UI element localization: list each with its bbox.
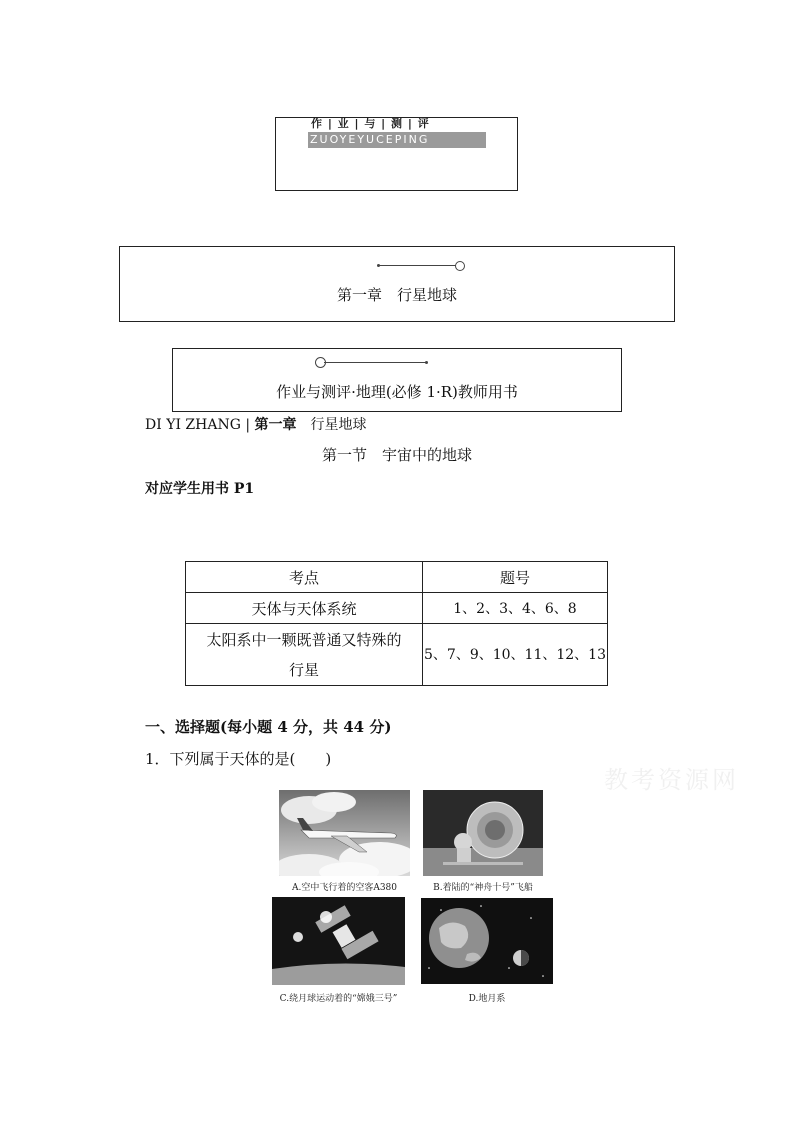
- book-box: [172, 348, 622, 412]
- running-head-pinyin: DI YI ZHANG |: [145, 417, 255, 433]
- decor-line: [378, 265, 456, 266]
- topic-line: 行星: [288, 660, 319, 679]
- earth-moon-icon: [421, 898, 553, 984]
- table-header: 题号: [423, 562, 608, 593]
- question-section-heading: [145, 716, 391, 737]
- figure-d-caption: D.地月系: [468, 994, 506, 1004]
- section-label: 一、选择题: [145, 718, 221, 736]
- table-cell-topic: [186, 624, 423, 686]
- figure-c-image: [272, 897, 405, 985]
- running-head-topic: 行星地球: [296, 417, 367, 433]
- decor-circle-icon: [455, 261, 465, 271]
- figure-a-caption: A.空中飞行着的空客A380: [291, 883, 398, 893]
- airplane-icon: [279, 790, 410, 876]
- section-note: (每小题 4 分，共 44 分): [220, 718, 392, 736]
- figure-c-caption: C.绕月球运动着的“嫦娥三号”: [279, 994, 398, 1004]
- table-header: 考点: [186, 562, 423, 593]
- question-1: 1．下列属于天体的是( ): [145, 750, 332, 768]
- header-title-cn: 作 | 业 | 与 | 测 | 评: [311, 117, 430, 130]
- table-cell-topic: 天体与天体系统: [186, 593, 423, 624]
- decor-line: [324, 362, 426, 363]
- running-head: [145, 414, 367, 434]
- table-cell-numbers: 5、7、9、10、11、12、13: [423, 624, 608, 686]
- figure-b-image: [423, 790, 543, 876]
- header-title-en: ZUOYEYUCEPING: [308, 132, 486, 148]
- book-title: 作业与测评·地理(必修 1·R)教师用书: [276, 383, 518, 401]
- capsule-icon: [423, 790, 543, 876]
- satellite-icon: [272, 897, 405, 985]
- running-head-chapter: 第一章: [254, 417, 297, 433]
- section-title: 第一节 宇宙中的地球: [321, 446, 472, 464]
- table-row: [186, 593, 608, 624]
- reference-text: 对应学生用书 P1: [145, 481, 255, 497]
- table-cell-numbers: 1、2、3、4、6、8: [423, 593, 608, 624]
- figure-d-image: [421, 898, 553, 984]
- decor-dot: [425, 361, 428, 364]
- table-row: [186, 624, 608, 686]
- topic-line: 太阳系中一颗既普通又特殊的: [206, 630, 402, 649]
- chapter-title: 第一章 行星地球: [336, 286, 457, 304]
- table-header-row: [186, 562, 608, 593]
- figure-a-image: [279, 790, 410, 876]
- topic-table: [185, 561, 608, 686]
- figure-b-caption: B.着陆的“神舟十号”飞船: [433, 883, 533, 893]
- watermark: 教考资源网: [604, 766, 739, 794]
